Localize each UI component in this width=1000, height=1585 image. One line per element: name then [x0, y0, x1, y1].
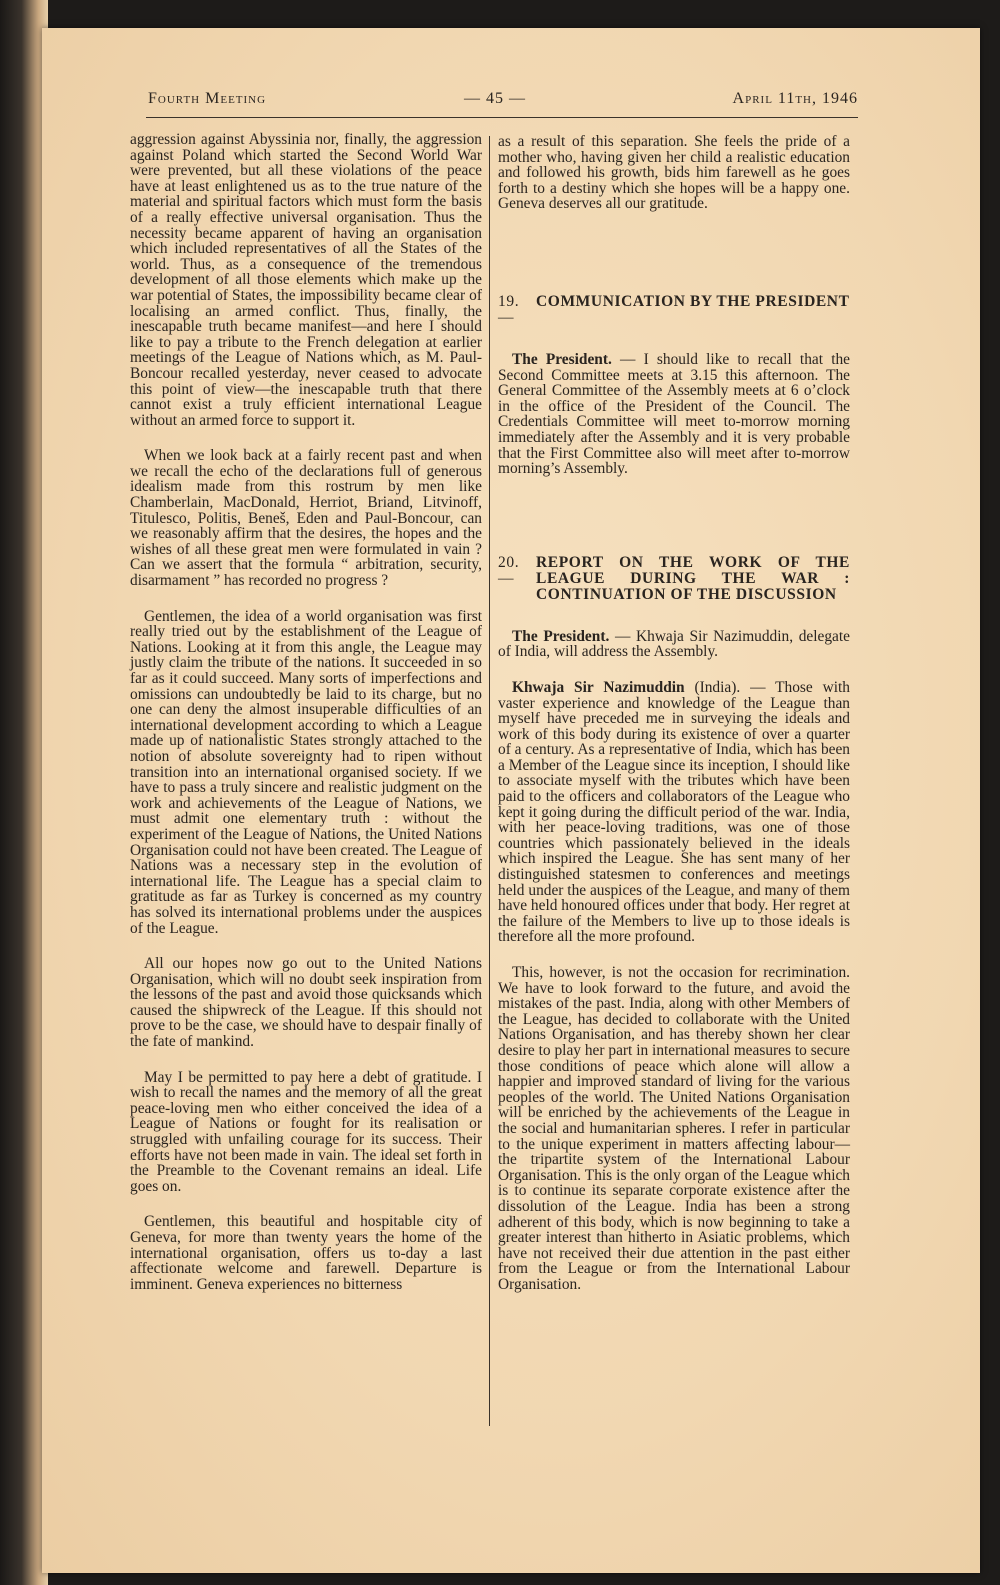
- speaker-name: Khwaja Sir Nazimuddin: [512, 678, 685, 696]
- speech-paragraph: [498, 352, 850, 477]
- paragraph: All our hopes now go out to the United Nations Organisation, which will no doubt seek inspiration from the lessons of the past and avoid those quicksands which caused the shipwreck of the League. If this should not prove to be the case, we should have to despair finally of the fate of mankind.: [130, 955, 482, 1051]
- section-title: COMMUNICATION BY THE PRESIDENT: [536, 292, 850, 310]
- paragraph: May I be permitted to pay here a debt of gratitude. I wish to recall the names and the memory of all the great peace-loving men who either conceived the idea of a League of Nations or fought for its realisation or struggled with unfailing courage for its success. Their efforts have not been made in vain. The ideal set forth in the Preamble to the Covenant remains an ideal. Life goes on.: [130, 1068, 482, 1195]
- spacer: [498, 497, 850, 555]
- section-title: REPORT ON THE WORK OF THE LEAGUE DURING THE WAR : CONTINUATION OF THE DISCUSSION: [536, 553, 850, 603]
- spacer: [498, 232, 850, 294]
- section-number: 20. —: [498, 553, 520, 587]
- paragraph: Gentlemen, the idea of a world organisation was first really tried out by the establishment of the League of Nations. Looking at it from this angle, the League may justly claim the tribute of the nations. It succeeded in so far as it could succeed. Many sorts of imperfections and omissions can undoubtedly be laid to its charge, but no one can deny the almost insuperable difficulties of an international development according to which a League made up of nationalistic States strongly attached to the notion of absolute sovereignty had to ripen without transition into an international organised society. If we have to pass a truly sincere and realistic judgment on the work and achievements of the League of Nations, we must admit one elementary truth : without the experiment of the League of Nations, the United Nations Organisation could not have been created. The League of Nations was a necessary step in the evolution of international life. The League has a special claim to gratitude as far as Turkey is concerned as my country has solved its international problems under the auspices of the League.: [130, 607, 482, 937]
- speaker-affiliation: (India). —: [684, 678, 776, 696]
- section-20-heading: [498, 555, 850, 603]
- section-19-heading: [498, 294, 850, 326]
- speech-text: Those with vaster experience and knowledge of the League than myself have preceded me in surveying the ideals and work of this body during its existence of over a quarter of a century. As a representative of India, which has been a Member of the League since its inception, I should like to associate myself with the tributes which have been paid to the officers and collaborators of the League who kept it going during the difficult period of the war. India, with her peace-loving traditions, was one of those countries which passionately believed in the ideals which inspired the League. She has sent many of her distinguished statesmen to conferences and meetings held under the auspices of the League, and many of them have held honoured offices under that body. Her regret at the failure of the Members to live up to those ideals is therefore all the more profound.: [498, 678, 850, 946]
- speech-paragraph: [498, 680, 850, 945]
- right-column: [498, 134, 850, 1312]
- speech-text: — Khwaja Sir Nazimuddin, delegate of India, will address the Assembly.: [498, 627, 850, 661]
- header-rule: [146, 117, 858, 118]
- book-spine: [0, 0, 48, 1585]
- paragraph: as a result of this separation. She feels the pride of a mother who, having given her child a realistic education and followed his growth, bids him farewell as he goes forth to a destiny which she hopes will be a happy one. Geneva deserves all our gratitude.: [498, 133, 850, 213]
- speech-text: — I should like to recall that the Second Committee meets at 3.15 this afternoon. The General Committee of the Assembly meets at 6 o’clock in the office of the President of the Council. The Credentials Committee will meet to-morrow morning immediately after the Assembly and it is very probable that the First Committee also will meet after to-morrow morning’s Assembly.: [498, 350, 850, 478]
- speaker-name: The President.: [512, 350, 612, 368]
- paragraph: When we look back at a fairly recent past and when we recall the echo of the declarations full of generous idealism made from this rostrum by men like Chamberlain, MacDonald, Herriot, Briand, Litvinoff, Titulesco, Politis, Beneš, Eden and Paul-Boncour, can we reasonably affirm that the desires, the hopes and the wishes of all these great men were formulated in vain ? Can we assert that the formula “ arbitration, security, disarmament ” has recorded no progress ?: [130, 447, 482, 590]
- paragraph: This, however, is not the occasion for recrimination. We have to look forward to the future, and avoid the mistakes of the past. India, along with other Members of the League, has decided to collaborate with the United Nations Organisation, and has thereby shown her clear desire to play her part in international measures to secure those conditions of peace which alone will allow a happier and improved standard of living for the various peoples of the world. The United Nations Organisation will be enriched by the achievements of the League in the social and humanitarian spheres. I refer in particular to the unique experiment in matters affecting labour—the tripartite system of the International Labour Organisation. This is the only organ of the League which is to continue its separate corporate existence after the dissolution of the League. India has been a strong adherent of this body, which is now beginning to take a greater interest than hitherto in Asiatic problems, which have not received their due attention in the past either from the League or from the International Labour Organisation.: [498, 964, 850, 1293]
- page-header: [146, 84, 858, 114]
- speaker-name: The President.: [512, 627, 610, 645]
- speech-paragraph: [498, 629, 850, 660]
- column-divider: [489, 136, 490, 1426]
- header-page-number: — 45 —: [464, 90, 526, 107]
- section-number: 19. —: [498, 292, 520, 326]
- header-meeting: Fourth Meeting: [148, 90, 267, 107]
- left-column: [130, 132, 482, 1312]
- paragraph: aggression against Abyssinia nor, finally, the aggression against Poland which started the Second World War were prevented, but all these violations of the peace have at least enlightened us as to the true nature of the material and spiritual factors which must form the basis of a really effective universal organisation. Thus the necessity became apparent of having an organisation which included representatives of all the States of the world. Thus, as a consequence of the tremendous development of all those elements which make up the war potential of States, the impossibility became clear of localising an armed conflict. Thus, finally, the inescapable truth became manifest—and here I should like to pay a tribute to the French delegation at earlier meetings of the League of Nations which, as M. Paul-Boncour recalled yesterday, never ceased to advocate this point of view—the inescapable truth that there cannot exist a truly efficient international League without an armed force to support it.: [130, 131, 482, 429]
- paragraph: Gentlemen, this beautiful and hospitable city of Geneva, for more than twenty years the home of the international organisation, offers us to-day a last affectionate welcome and farewell. Departure is imminent. Geneva experiences no bitterness: [130, 1213, 482, 1293]
- header-date: April 11th, 1946: [732, 90, 858, 107]
